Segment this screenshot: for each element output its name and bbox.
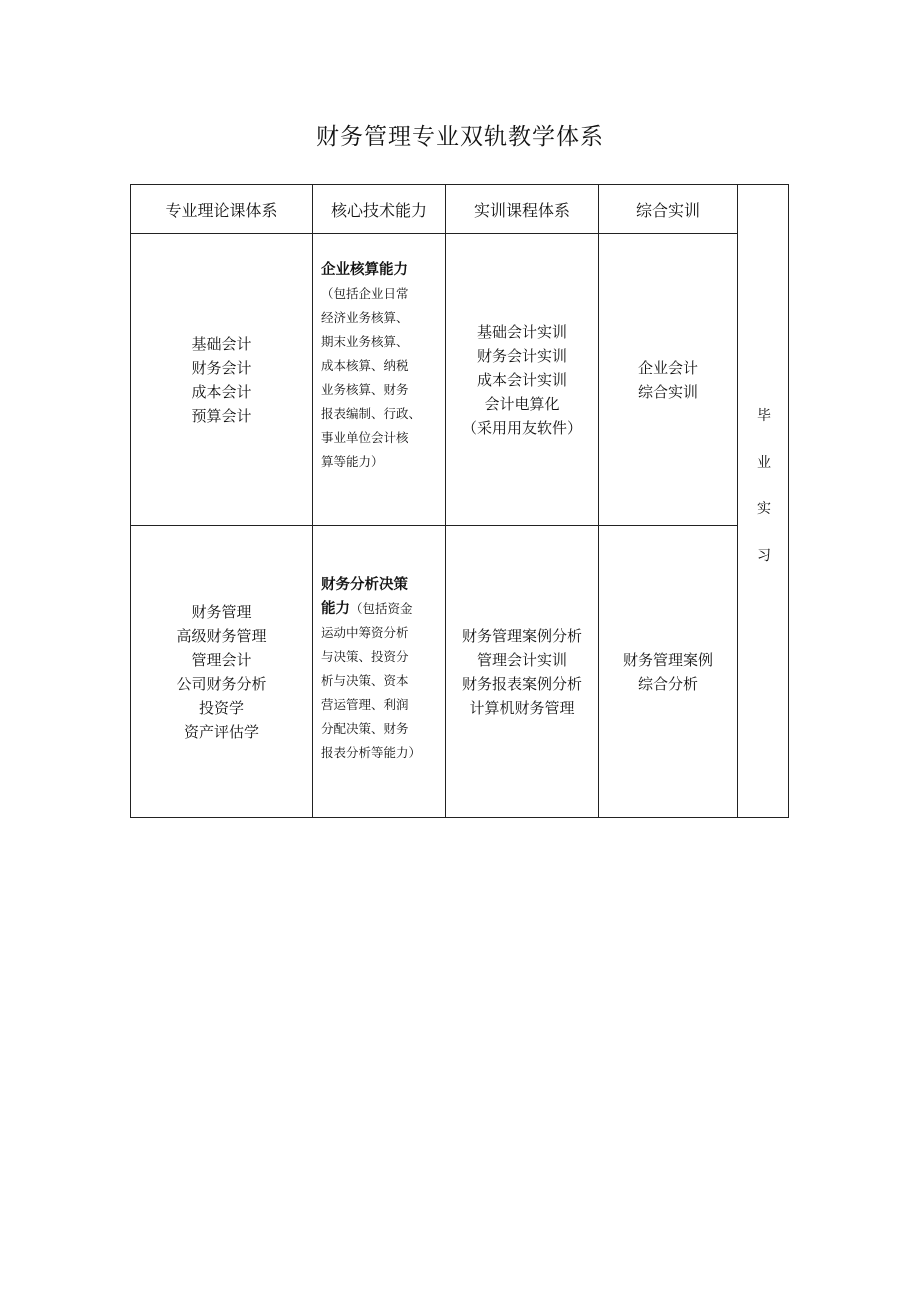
graduation-char: 习: [757, 547, 771, 564]
ability-line: （包括资金: [350, 601, 413, 616]
training-item: （采用用友软件）: [461, 418, 582, 437]
training-item: 计算机财务管理: [469, 699, 575, 717]
comprehensive-item: 企业会计: [637, 358, 698, 377]
ability-title: 能力: [321, 601, 350, 617]
ability-line: 算等能力）: [321, 454, 384, 469]
comprehensive-item: 综合分析: [637, 675, 698, 693]
ability-line: 事业单位会计核: [321, 430, 409, 445]
course-item: 高级财务管理: [176, 627, 267, 645]
ability-line: 经济业务核算、: [321, 310, 409, 325]
comprehensive-item: 综合实训: [637, 382, 698, 401]
graduation-char: 实: [757, 501, 771, 518]
course-item: 资产评估学: [183, 723, 259, 741]
training-item: 会计电算化: [484, 394, 560, 413]
ability-line: 报表编制、行政、: [321, 406, 422, 421]
ability-title: 财务分析决策: [321, 577, 408, 593]
ability-line: 运动中筹资分析: [321, 625, 409, 640]
header-comprehensive: 综合实训: [635, 200, 700, 220]
training-item: 财务报表案例分析: [461, 675, 582, 693]
header-ability: 核心技术能力: [330, 200, 427, 220]
ability-title: 企业核算能力: [321, 262, 408, 278]
ability-line: 业务核算、财务: [321, 382, 409, 397]
row2-theory-cell: [131, 526, 312, 818]
course-item: 投资学: [198, 699, 244, 717]
graduation-internship-label: [738, 405, 790, 565]
training-item: 成本会计实训: [476, 370, 567, 389]
training-item: 基础会计实训: [476, 322, 567, 341]
graduation-char: 业: [757, 454, 771, 471]
row1-theory-cell: [131, 234, 312, 525]
curriculum-table: [130, 184, 789, 818]
comprehensive-item: 财务管理案例: [622, 651, 713, 669]
graduation-char: 毕: [757, 408, 771, 424]
ability-line: 析与决策、资本: [321, 673, 409, 688]
ability-line: 成本核算、纳税: [321, 358, 409, 373]
course-item: 管理会计: [191, 651, 252, 669]
document-title: 财务管理专业双轨教学体系: [316, 124, 604, 150]
row2-training-cell: [446, 526, 598, 818]
ability-line: 分配决策、财务: [321, 721, 409, 736]
row1-comprehensive-cell: [599, 234, 737, 525]
header-theory: 专业理论课体系: [165, 200, 278, 220]
column-divider: [312, 185, 313, 817]
course-item: 基础会计: [191, 334, 252, 353]
ability-line: 报表分析等能力）: [321, 745, 422, 760]
training-item: 财务会计实训: [476, 346, 567, 365]
header-training: 实训课程体系: [473, 200, 570, 220]
course-item: 公司财务分析: [176, 675, 267, 693]
course-item: 成本会计: [191, 382, 252, 401]
row1-training-cell: [446, 234, 598, 525]
ability-line: 与决策、投资分: [321, 649, 409, 664]
course-item: 预算会计: [191, 406, 252, 425]
ability-line: 营运管理、利润: [321, 697, 409, 712]
course-item: 财务管理: [191, 603, 252, 621]
row1-ability-cell: [321, 258, 445, 474]
row2-comprehensive-cell: [599, 526, 737, 818]
row2-ability-cell: [321, 573, 445, 765]
training-item: 财务管理案例分析: [461, 627, 582, 645]
training-item: 管理会计实训: [476, 651, 567, 669]
course-item: 财务会计: [191, 358, 252, 377]
ability-line: （包括企业日常: [321, 286, 409, 301]
ability-line: 期末业务核算、: [321, 334, 409, 349]
